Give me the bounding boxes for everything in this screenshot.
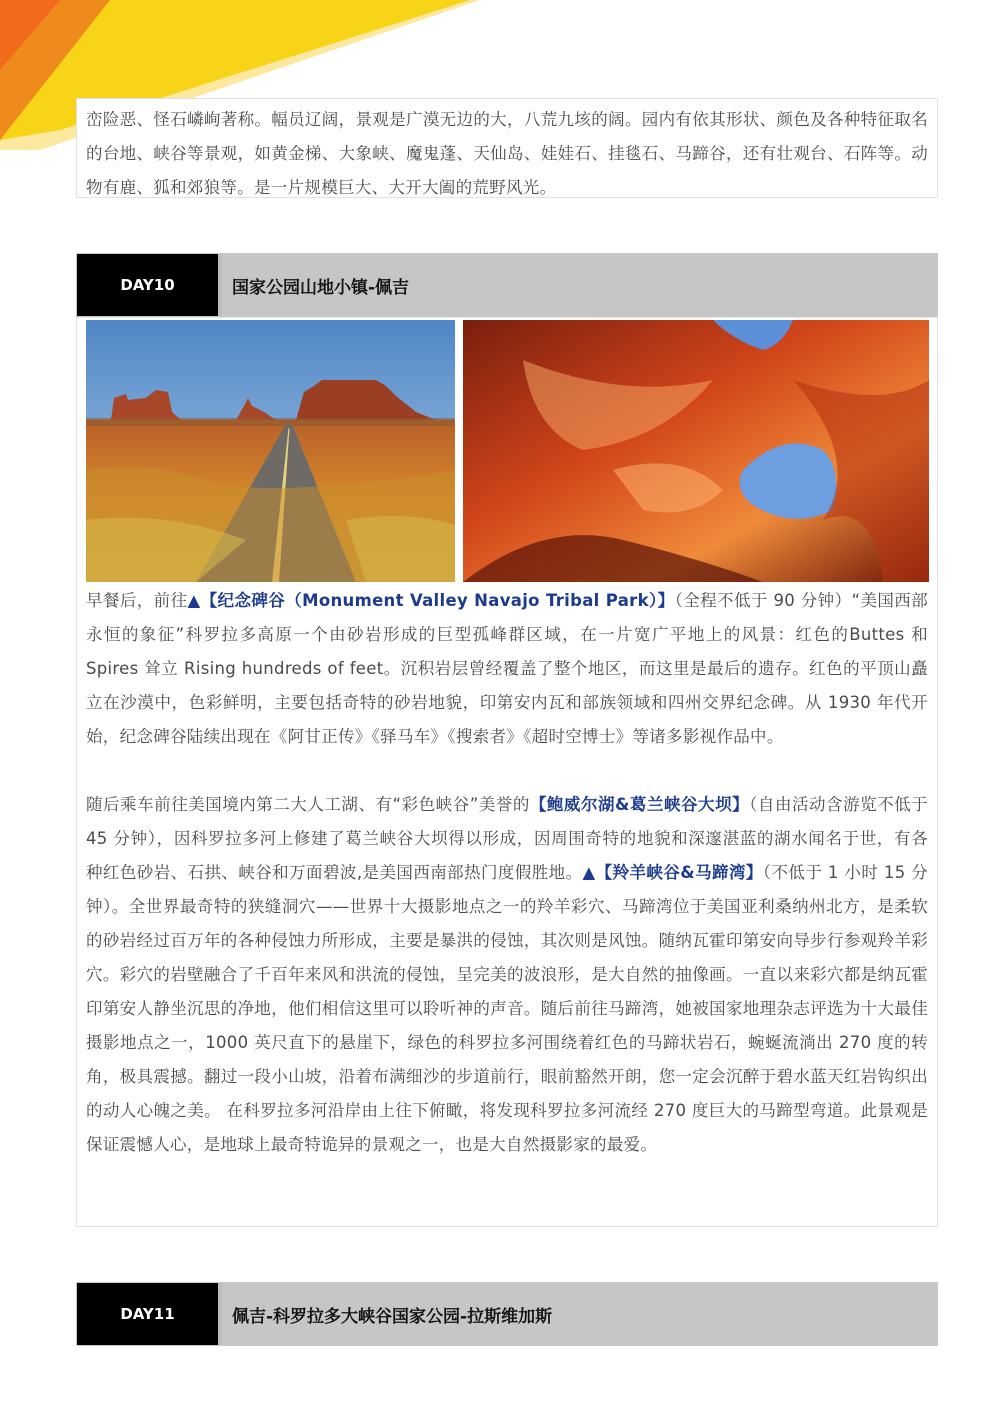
- monument-valley-link: ▲【纪念碑谷（Monument Valley Navajo Tribal Park）】: [187, 591, 675, 610]
- monument-valley-photo: [86, 320, 455, 582]
- day10-content-box: [76, 317, 938, 1227]
- lake-powell-paragraph: [86, 788, 928, 1162]
- day10-title: 国家公园山地小镇-佩吉: [222, 254, 937, 316]
- p1-body: （全程不低于 90 分钟）“美国西部永恒的象征”科罗拉多高原一个由砂岩形成的巨型孤峰群区域，在一片宽广平地上的风景：红色的Buttes 和 Spires 耸立 Rising hundreds of feet。沉积岩层曾经覆盖了整个地区，而这里是最后的遗存。红色的平顶山矗立在沙漠中，色彩鲜明，主要包括奇特的砂岩地貌，印第安内瓦和部族领域和四州交界纪念碑。从 1930 年代开始，纪念碑谷陆续出现在《阿甘正传》《驿马车》《搜索者》《超时空博士》等诸多影视作品中。: [86, 591, 929, 746]
- intro-paragraph: 峦险恶、怪石嶙峋著称。幅员辽阔，景观是广漠无边的大，八荒九垓的阔。园内有依其形状、颜色及各种特征取名的台地、峡谷等景观，如黄金梯、大象峡、魔鬼蓬、天仙岛、娃娃石、挂毯石、马蹄谷，还有壮观台、石阵等。动物有鹿、狐和郊狼等。是一片规模巨大、大开大阖的荒野风光。: [86, 110, 928, 197]
- p1-intro: 早餐后，前往: [86, 591, 188, 610]
- intro-text-box: [76, 98, 938, 198]
- antelope-canyon-photo: [463, 320, 929, 582]
- lake-powell-highlight: 【鲍威尔湖&葛兰峡谷大坝】: [529, 795, 750, 814]
- antelope-canyon-highlight: ▲【羚羊峡谷&马蹄湾】: [582, 863, 763, 882]
- monument-valley-paragraph: [86, 584, 928, 754]
- day10-tag: DAY10: [77, 254, 218, 316]
- day10-photos: [86, 318, 928, 584]
- p2-intro: 随后乘车前往美国境内第二大人工湖、有“彩色峡谷”美誉的: [86, 795, 530, 814]
- day11-header: [76, 1282, 938, 1346]
- p2-body-continued: （不低于 1 小时 15 分钟）。全世界最奇特的狭缝洞穴——世界十大摄影地点之一的羚羊彩穴、马蹄湾位于美国亚利桑纳州北方，是柔软的砂岩经过百万年的各种侵蚀力所形成，主要是暴洪的侵蚀，其次则是风蚀。随纳瓦霍印第安向导步行参观羚羊彩穴。彩穴的岩壁融合了千百年来风和洪流的侵蚀，呈完美的波浪形，是大自然的抽像画。一直以来彩穴都是纳瓦霍印第安人静坐沉思的净地，他们相信这里可以聆听神的声音。随后前往马蹄湾，她被国家地理杂志评选为十大最佳摄影地点之一，1000 英尺直下的悬崖下，绿色的科罗拉多河围绕着红色的马蹄状岩石，蜿蜒流淌出 270 度的转角，极具震撼。翻过一段小山坡，沿着布满细沙的步道前行，眼前豁然开朗，您一定会沉醉于碧水蓝天红岩钩织出的动人心魄之美。 在科罗拉多河沿岸由上往下俯瞰，将发现科罗拉多河流经 270 度巨大的马蹄型弯道。此景观是保证震憾人心，是地球上最奇特诡异的景观之一，也是大自然摄影家的最爱。: [86, 863, 928, 1154]
- day10-header: [76, 253, 938, 317]
- day11-title: 佩吉-科罗拉多大峡谷国家公园-拉斯维加斯: [222, 1283, 937, 1345]
- p2-body: （自由活动含游览不低于 45 分钟），因科罗拉多河上修建了葛兰峡谷大坝得以形成，因周围奇特的地貌和深邃湛蓝的湖水闻名于世，有各种红色砂岩、石拱、峡谷和万面碧波,是美国西南部热门度假胜地。: [86, 795, 928, 882]
- day11-tag: DAY11: [77, 1283, 218, 1345]
